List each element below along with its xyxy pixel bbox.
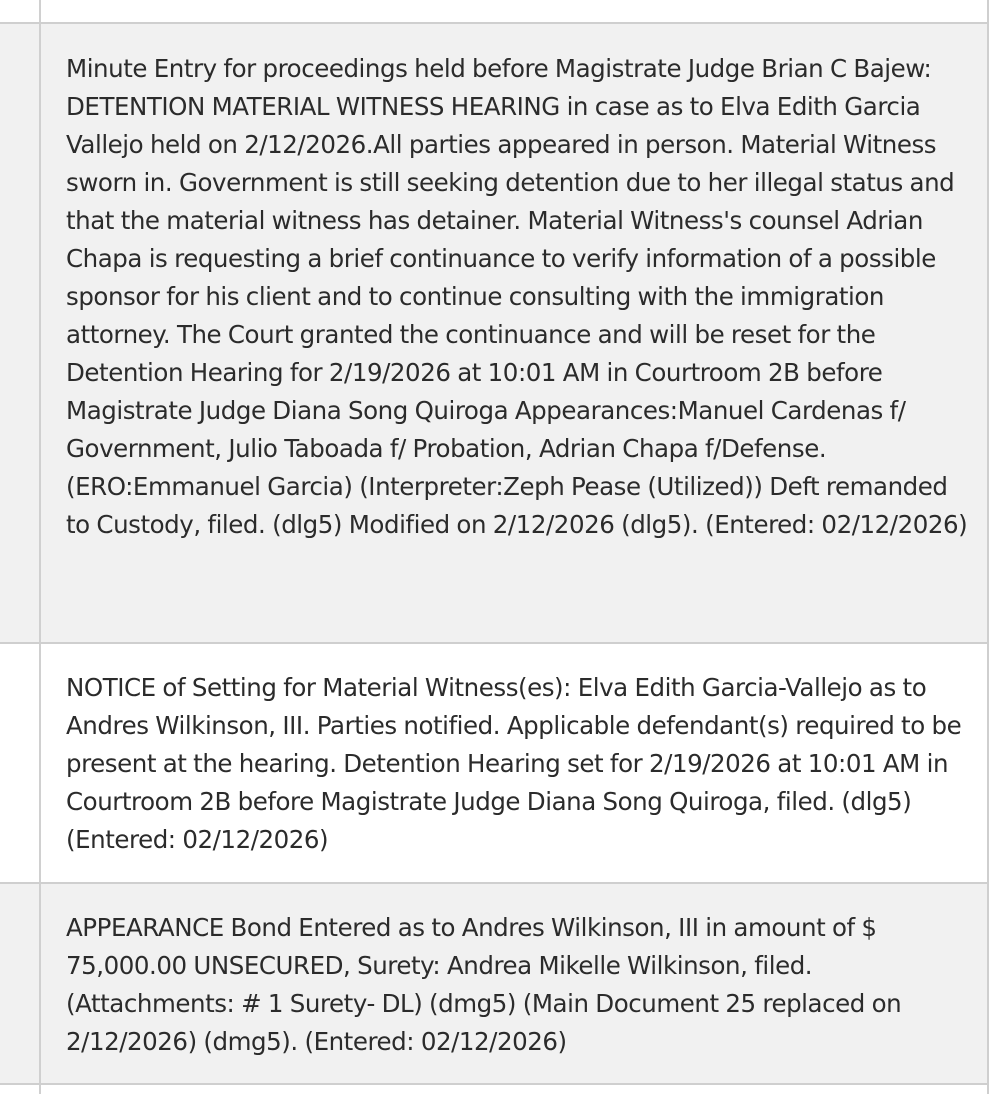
docket-row-left-cell: [0, 884, 41, 1084]
docket-row-left-cell: [0, 644, 41, 882]
docket-row-partial-bottom: [0, 1085, 988, 1094]
docket-row-left-cell: [0, 0, 41, 22]
docket-row: [0, 644, 988, 882]
docket-row-left-cell: [0, 1085, 41, 1094]
docket-row-left-cell: [0, 24, 41, 642]
docket-row-partial-top: [0, 0, 988, 22]
docket-entry-text: Minute Entry for proceedings held before Magistrate Judge Brian C Bajew: DETENTION MATERIAL WITNESS HEARING in case as to Elva Edith Garcia Vallejo held on 2/12/2026.All parties appeared in person. Material Witness sworn in. Government is still seeking detention due to her illegal status and that the material witness has detainer. Material Witness's counsel Adrian Chapa is requesting a brief continuance to verify information of a possible sponsor for his client and to continue consulting with the immigration attorney. The Court granted the continuance and will be reset for the Detention Hearing for 2/19/2026 at 10:01 AM in Courtroom 2B before Magistrate Judge Diana Song Quiroga Appearances:Manuel Cardenas f/ Government, Julio Taboada f/ Probation, Adrian Chapa f/Defense. (ERO:Emmanuel Garcia) (Interpreter:Zeph Pease (Utilized)) Deft remanded to Custody, filed. (dlg5) Modified on 2/12/2026 (dlg5). (Entered: 02/12/2026): [66, 54, 968, 539]
docket-row: [0, 24, 988, 642]
docket-entry-text: APPEARANCE Bond Entered as to Andres Wilkinson, III in amount of $ 75,000.00 UNSECURED, Surety: Andrea Mikelle Wilkinson, filed. (Attachments: # 1 Surety- DL) (dmg5) (Main Document 25 replaced on 2/12/2026) (dmg5). (Entered: 02/12/2026): [66, 913, 902, 1056]
docket-entry-text: NOTICE of Setting for Material Witness(es): Elva Edith Garcia-Vallejo as to Andres Wilkinson, III. Parties notified. Applicable defendant(s) required to be present at the hearing. Detention Hearing set for 2/19/2026 at 10:01 AM in Courtroom 2B before Magistrate Judge Diana Song Quiroga, filed. (dlg5) (Entered: 02/12/2026): [66, 673, 962, 854]
table-right-border: [987, 0, 989, 1094]
docket-row: [0, 884, 988, 1084]
